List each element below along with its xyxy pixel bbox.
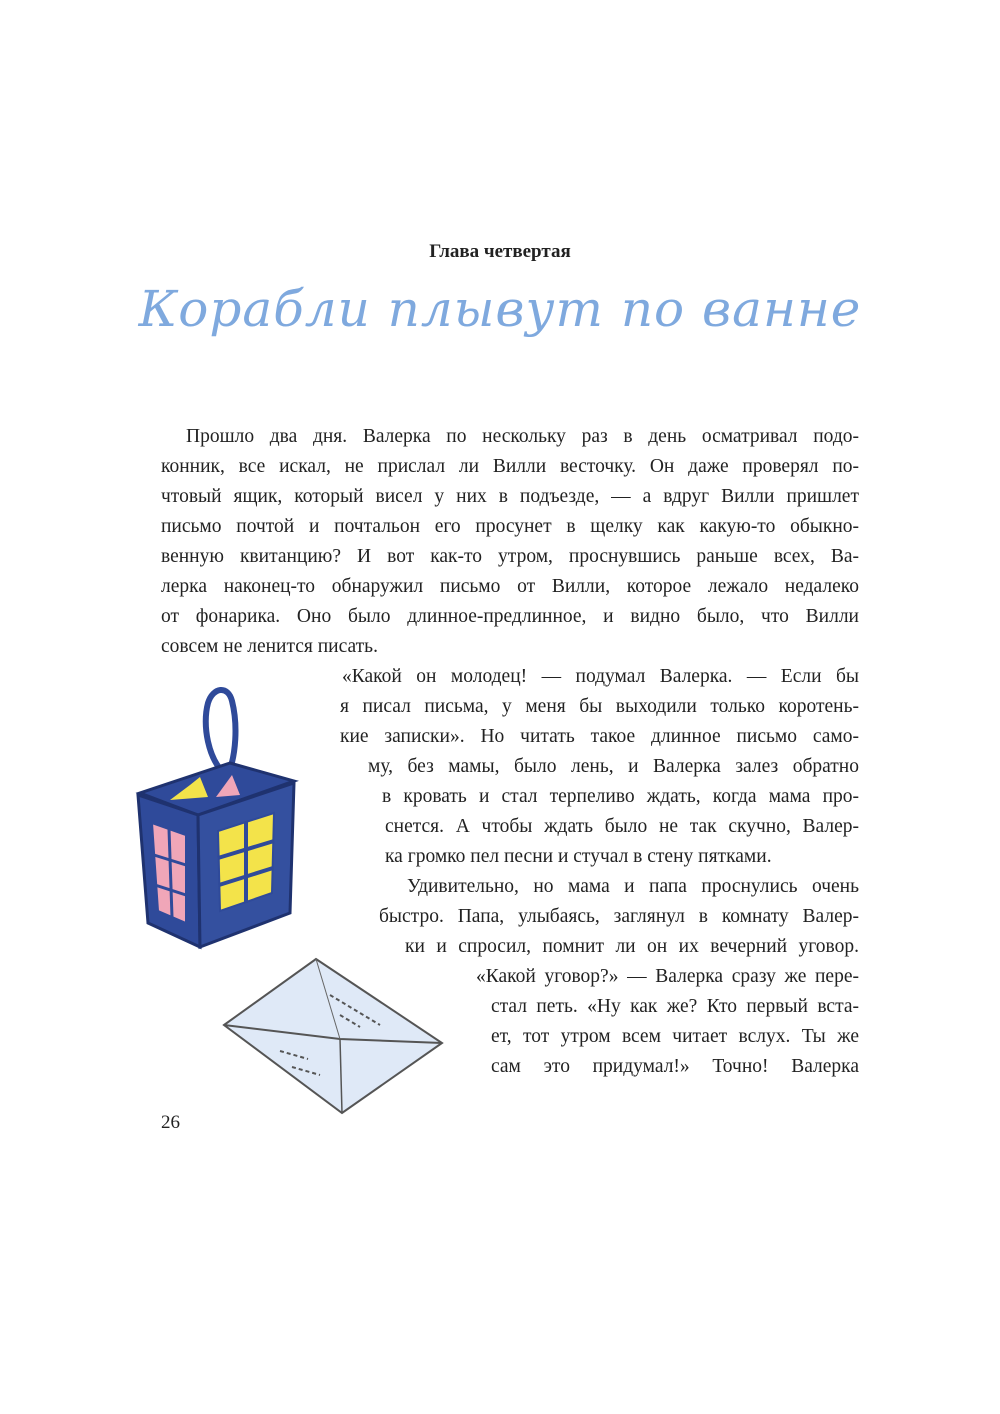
body-line: Удивительно, но мама и папа проснулись очень bbox=[407, 876, 859, 897]
body-line: му, без мамы, было лень, и Валерка залез обратно bbox=[368, 756, 859, 777]
body-line: «Какой уговор?» — Валерка сразу же пере- bbox=[476, 966, 859, 987]
body-line: я писал письма, у меня бы выходили только коротень- bbox=[340, 696, 859, 717]
chapter-title: Корабли плывут по ванне bbox=[138, 280, 862, 338]
body-line: венную квитанцию? И вот как-то утром, проснувшись раньше всех, Ва- bbox=[161, 546, 859, 567]
chapter-label: Глава четвертая bbox=[429, 241, 571, 262]
envelope-illustration bbox=[220, 955, 446, 1117]
body-line: «Какой он молодец! — подумал Валерка. — Если бы bbox=[342, 666, 859, 687]
lantern-illustration bbox=[128, 685, 300, 957]
page-number: 26 bbox=[161, 1112, 180, 1133]
body-line: совсем не ленится писать. bbox=[161, 636, 378, 657]
body-line: от фонарика. Оно было длинное-предлинное, и видно было, что Вилли bbox=[161, 606, 859, 627]
envelope-body bbox=[224, 959, 442, 1113]
body-line: сам это придумал!» Точно! Валерка bbox=[491, 1056, 859, 1077]
body-line: письмо почтой и почтальон его просунет в щелку как какую-то обыкно- bbox=[161, 516, 859, 537]
body-line: конник, все искал, не прислал ли Вилли весточку. Он даже проверял по- bbox=[161, 456, 859, 477]
body-line: ки и спросил, помнит ли он их вечерний уговор. bbox=[405, 936, 859, 957]
body-line: чтовый ящик, который висел у них в подъезде, — а вдруг Вилли пришлет bbox=[161, 486, 859, 507]
body-line: ет, тот утром всем читает вслух. Ты же bbox=[491, 1026, 859, 1047]
body-line: быстро. Папа, улыбаясь, заглянул в комнату Валер- bbox=[379, 906, 859, 927]
body-line: лерка наконец-то обнаружил письмо от Вилли, которое лежало недалеко bbox=[161, 576, 859, 597]
body-line: Прошло два дня. Валерка по нескольку раз в день осматривал подо- bbox=[186, 426, 859, 447]
body-line: стал петь. «Ну как же? Кто первый вста- bbox=[491, 996, 859, 1017]
body-line: в кровать и стал терпеливо ждать, когда мама про- bbox=[382, 786, 859, 807]
body-line: кие записки». Но читать такое длинное письмо само- bbox=[340, 726, 859, 747]
body-line: ка громко пел песни и стучал в стену пятками. bbox=[385, 846, 772, 867]
body-line: снется. А чтобы ждать было не так скучно, Валер- bbox=[385, 816, 859, 837]
